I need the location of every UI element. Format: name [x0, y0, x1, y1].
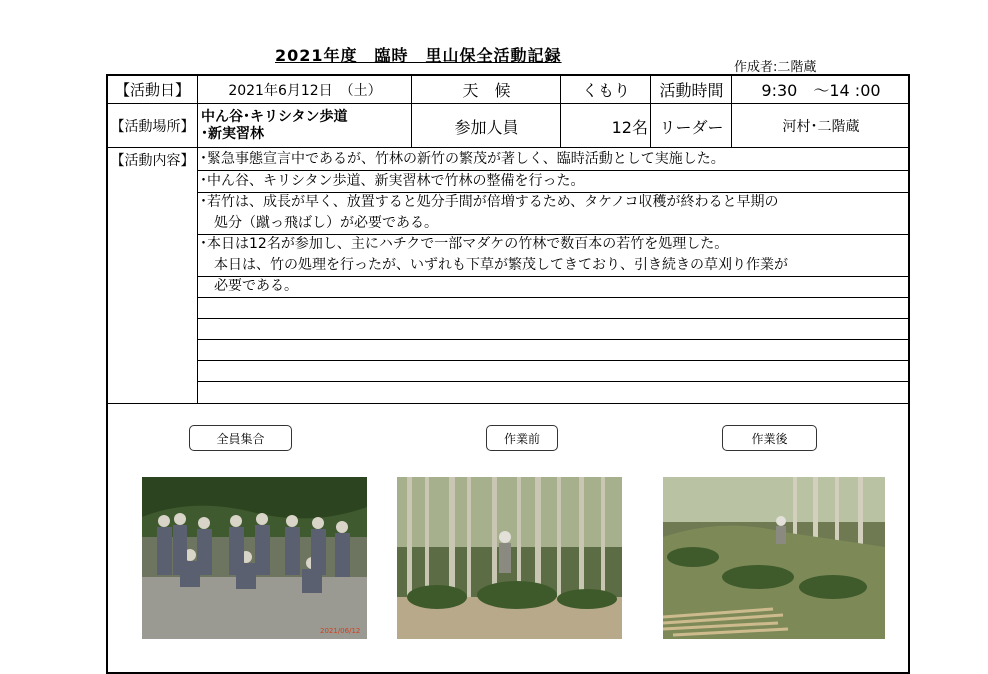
record-title: 2021年度 臨時 里山保全活動記録 — [275, 46, 562, 65]
ruled-line — [198, 339, 909, 340]
column-divider — [197, 75, 198, 403]
leader-value: 河村･二階蔵 — [782, 119, 860, 135]
after-photo-label: 作業後 — [722, 425, 817, 451]
activity-date-value: 2021年6月12日 （土） — [228, 82, 382, 99]
column-divider — [411, 75, 412, 148]
group-photo-label: 全員集合 — [189, 425, 292, 451]
column-divider — [650, 75, 651, 148]
content-line: 必要である。 — [200, 278, 298, 294]
activity-content-label: 【活動内容】 — [110, 152, 195, 169]
ruled-line — [198, 276, 909, 277]
ruled-line — [198, 318, 909, 319]
content-line: ･緊急事態宣言中であるが、竹林の新竹の繁茂が著しく、臨時活動として実施した。 — [200, 151, 725, 167]
place-line-2: ･新実習林 — [201, 126, 264, 142]
activity-time-label: 活動時間 — [659, 81, 724, 100]
before-photo-label: 作業前 — [486, 425, 558, 451]
content-line: 処分（蹴っ飛ばし）が必要である。 — [200, 215, 438, 231]
content-line: ･本日は12名が参加し、主にハチクで一部マダケの竹林で数百本の若竹を処理した。 — [200, 236, 729, 252]
activity-time-value: 9:30 〜14 :00 — [761, 81, 881, 100]
leader-label: リーダー — [659, 117, 724, 137]
weather-label: 天 候 — [462, 81, 511, 100]
place-line-1: 中ん谷･キリシタン歩道 — [201, 109, 348, 125]
members-label: 参加人員 — [454, 117, 519, 137]
row-divider — [107, 147, 909, 148]
content-line: 本日は、竹の処理を行ったが、いずれも下草が繁茂してきており、引き続きの草刈り作業が — [200, 257, 788, 273]
section-divider — [107, 403, 909, 404]
photo-date-stamp: 2021/06/12 — [320, 627, 361, 635]
ruled-line — [198, 297, 909, 298]
column-divider — [560, 75, 561, 148]
group-photo — [142, 477, 367, 639]
activity-date-label: 【活動日】 — [114, 81, 190, 99]
after-work-photo — [663, 477, 885, 639]
before-work-photo — [397, 477, 622, 639]
row-divider — [107, 103, 909, 104]
ruled-line — [198, 381, 909, 382]
content-line: ･中ん谷、キリシタン歩道、新実習林で竹林の整備を行った。 — [200, 173, 585, 189]
content-line: ･若竹は、成長が早く、放置すると処分手間が倍増するため、タケノコ収穫が終わると早期の — [200, 194, 779, 210]
activity-place-value — [201, 105, 411, 147]
author-label: 作成者:二階蔵 — [734, 60, 817, 75]
weather-value: くもり — [581, 81, 630, 100]
column-divider — [731, 75, 732, 148]
members-value: 12名 — [611, 117, 648, 137]
activity-place-label: 【活動場所】 — [110, 119, 195, 135]
ruled-line — [198, 360, 909, 361]
